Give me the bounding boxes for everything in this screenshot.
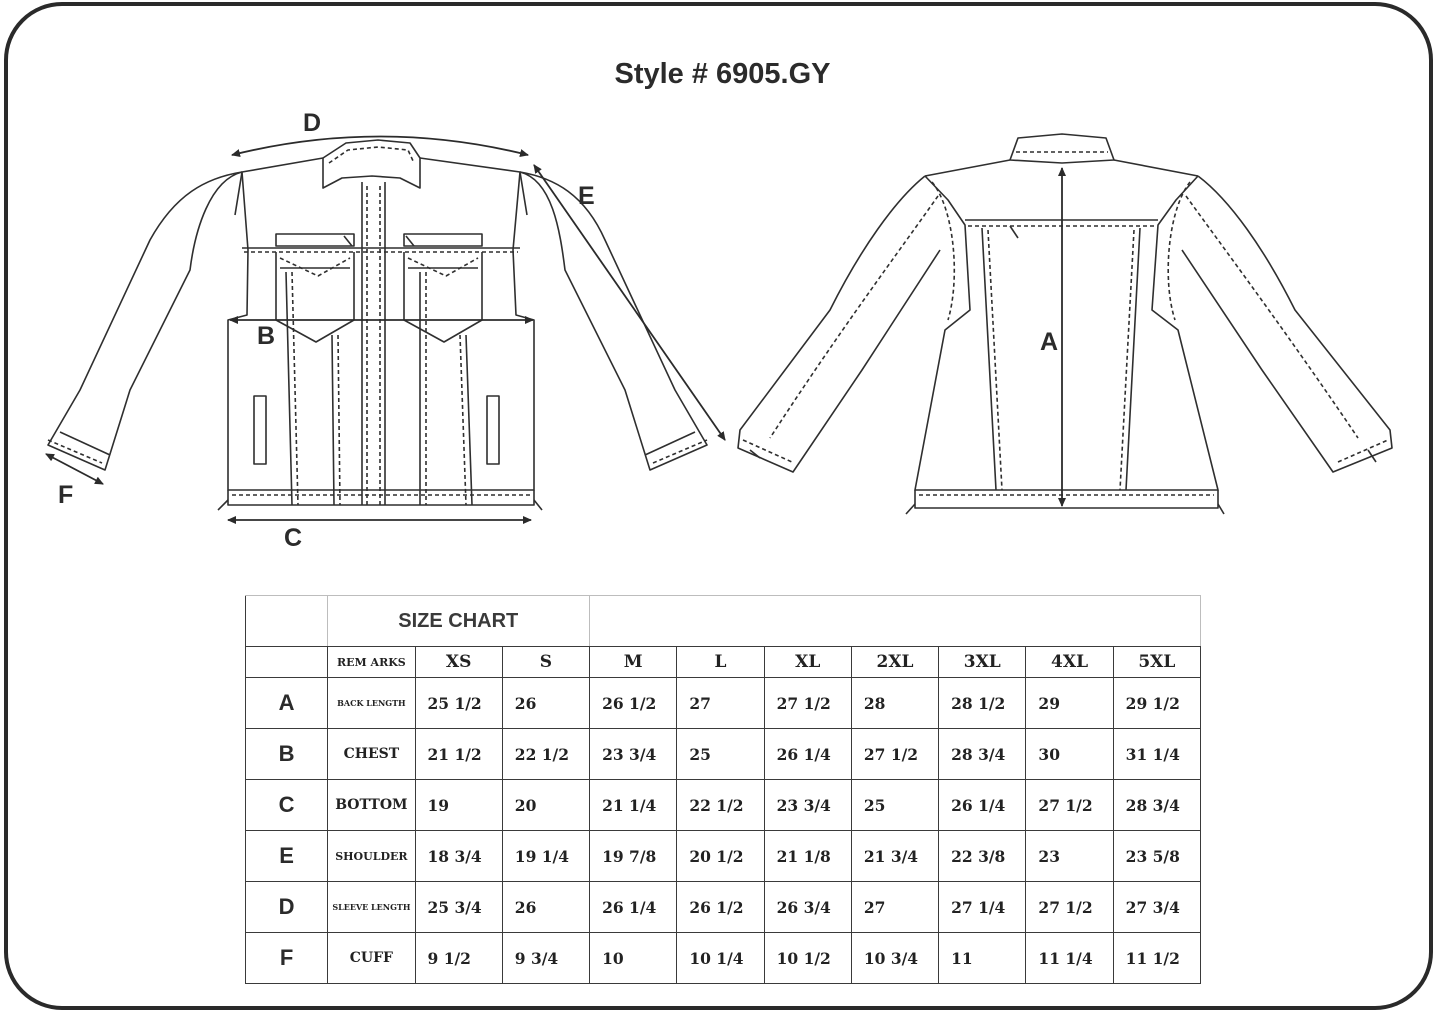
table-cell: 11 1/2 <box>1113 933 1200 984</box>
table-title: SIZE CHART <box>328 596 590 647</box>
page-title: Style # 6905.GY <box>614 58 831 90</box>
table-cell: 26 1/2 <box>590 678 677 729</box>
table-cell: 27 1/2 <box>1026 882 1113 933</box>
table-cell: 20 1/2 <box>677 831 764 882</box>
label-a: A <box>1040 328 1059 356</box>
size-header: M <box>590 647 677 678</box>
row-letter: F <box>246 933 328 984</box>
table-cell: 27 <box>851 882 938 933</box>
table-cell: 29 <box>1026 678 1113 729</box>
remarks-header: REM ARKS <box>328 647 415 678</box>
label-e: E <box>578 182 595 210</box>
table-cell: 25 <box>851 780 938 831</box>
table-cell: 27 3/4 <box>1113 882 1200 933</box>
table-cell: 23 5/8 <box>1113 831 1200 882</box>
table-cell: 27 1/2 <box>764 678 851 729</box>
label-b: B <box>257 322 276 350</box>
table-cell: 25 3/4 <box>415 882 502 933</box>
size-header: 2XL <box>851 647 938 678</box>
row-remark: CUFF <box>328 933 415 984</box>
table-cell: 23 <box>1026 831 1113 882</box>
table-row <box>246 933 1201 984</box>
table-cell: 28 <box>851 678 938 729</box>
table-cell: 11 1/4 <box>1026 933 1113 984</box>
table-row <box>246 729 1201 780</box>
table-cell: 23 3/4 <box>590 729 677 780</box>
size-header: 4XL <box>1026 647 1113 678</box>
table-cell: 26 1/4 <box>939 780 1026 831</box>
table-cell: 21 1/4 <box>590 780 677 831</box>
table-title-row <box>246 596 1201 647</box>
size-header: XL <box>764 647 851 678</box>
label-c: C <box>284 524 303 552</box>
blank-cell <box>590 596 1201 647</box>
row-letter: A <box>246 678 328 729</box>
table-cell: 27 1/4 <box>939 882 1026 933</box>
row-letter: C <box>246 780 328 831</box>
table-cell: 27 1/2 <box>1026 780 1113 831</box>
row-remark: SLEEVE LENGTH <box>328 882 415 933</box>
size-header: S <box>502 647 589 678</box>
table-cell: 26 <box>502 678 589 729</box>
table-cell: 9 1/2 <box>415 933 502 984</box>
label-f: F <box>58 481 74 509</box>
table-cell: 28 3/4 <box>939 729 1026 780</box>
row-letter: D <box>246 882 328 933</box>
table-cell: 26 1/4 <box>764 729 851 780</box>
table-row <box>246 882 1201 933</box>
table-cell: 26 <box>502 882 589 933</box>
table-cell: 9 3/4 <box>502 933 589 984</box>
table-row <box>246 780 1201 831</box>
table-cell: 10 1/4 <box>677 933 764 984</box>
table-cell: 22 1/2 <box>502 729 589 780</box>
table-cell: 11 <box>939 933 1026 984</box>
row-remark: CHEST <box>328 729 415 780</box>
table-cell: 22 3/8 <box>939 831 1026 882</box>
table-cell: 10 1/2 <box>764 933 851 984</box>
row-remark: BOTTOM <box>328 780 415 831</box>
table-cell: 21 3/4 <box>851 831 938 882</box>
table-cell: 21 1/8 <box>764 831 851 882</box>
table-row <box>246 831 1201 882</box>
table-cell: 26 1/4 <box>590 882 677 933</box>
row-letter: E <box>246 831 328 882</box>
table-cell: 20 <box>502 780 589 831</box>
table-cell: 27 <box>677 678 764 729</box>
table-cell: 23 3/4 <box>764 780 851 831</box>
table-cell: 29 1/2 <box>1113 678 1200 729</box>
table-cell: 18 3/4 <box>415 831 502 882</box>
label-d: D <box>303 109 322 137</box>
table-cell: 27 1/2 <box>851 729 938 780</box>
table-cell: 26 3/4 <box>764 882 851 933</box>
table-cell: 19 <box>415 780 502 831</box>
table-row <box>246 678 1201 729</box>
row-remark: SHOULDER <box>328 831 415 882</box>
table-cell: 10 3/4 <box>851 933 938 984</box>
size-chart-table <box>245 595 1201 984</box>
table-cell: 22 1/2 <box>677 780 764 831</box>
size-header-row <box>246 647 1201 678</box>
row-letter: B <box>246 729 328 780</box>
table-cell: 25 1/2 <box>415 678 502 729</box>
table-cell: 26 1/2 <box>677 882 764 933</box>
size-header: L <box>677 647 764 678</box>
blank-cell <box>246 647 328 678</box>
table-cell: 21 1/2 <box>415 729 502 780</box>
table-cell: 28 1/2 <box>939 678 1026 729</box>
table-cell: 30 <box>1026 729 1113 780</box>
table-cell: 25 <box>677 729 764 780</box>
table-cell: 19 1/4 <box>502 831 589 882</box>
table-cell: 28 3/4 <box>1113 780 1200 831</box>
size-header: XS <box>415 647 502 678</box>
table-cell: 10 <box>590 933 677 984</box>
size-header: 3XL <box>939 647 1026 678</box>
blank-cell <box>246 596 328 647</box>
table-cell: 19 7/8 <box>590 831 677 882</box>
row-remark: BACK LENGTH <box>328 678 415 729</box>
table-cell: 31 1/4 <box>1113 729 1200 780</box>
size-header: 5XL <box>1113 647 1200 678</box>
